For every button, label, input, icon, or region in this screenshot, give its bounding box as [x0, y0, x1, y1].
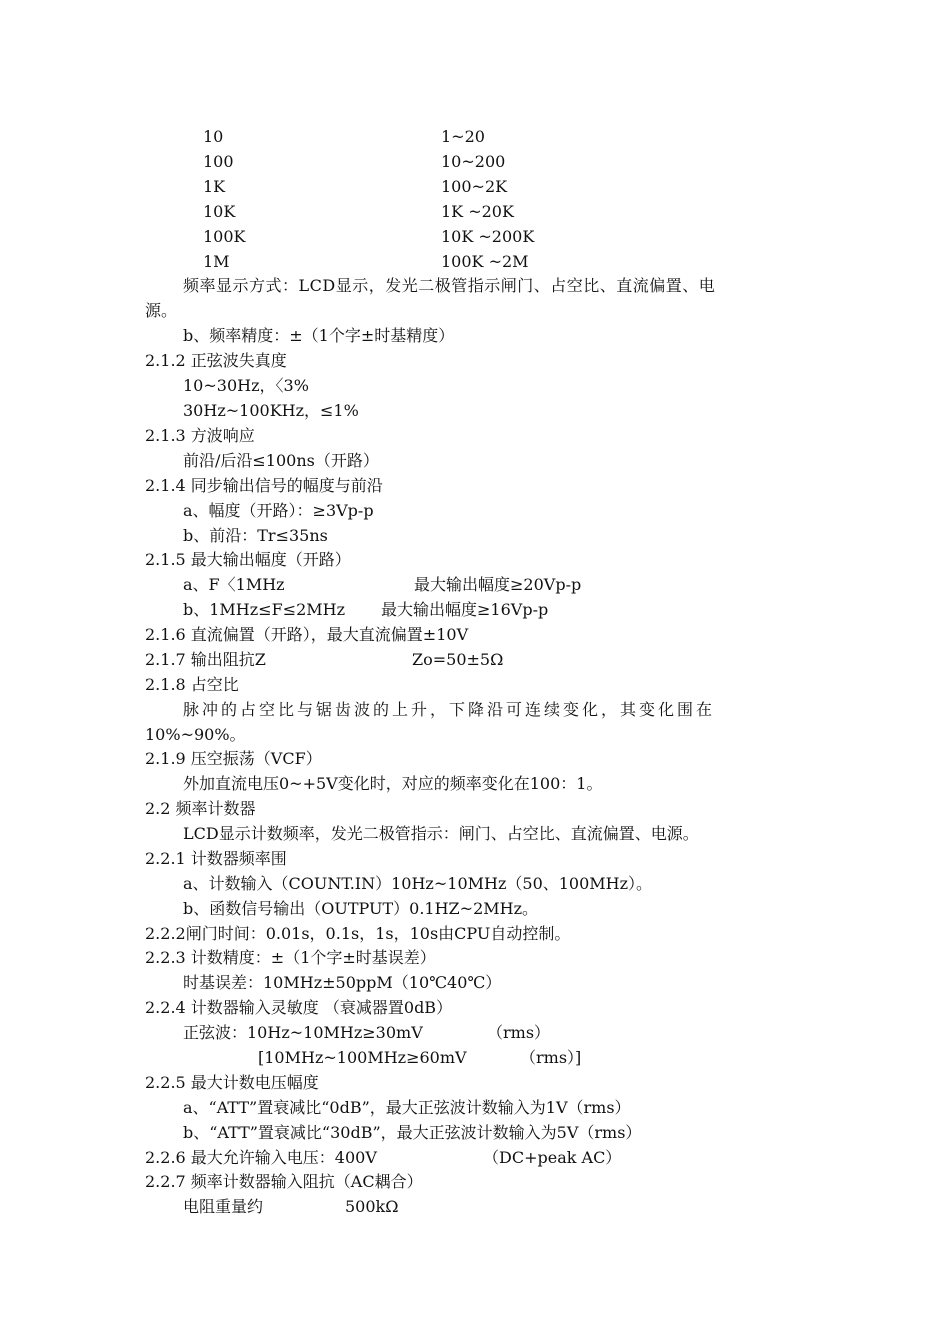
section-heading: 2.2.6 最大允许输入电压：400V: [145, 1148, 377, 1167]
range-table-cell: 1K: [203, 177, 226, 196]
paragraph-value: 最大输出幅度≥20Vp-p: [414, 575, 582, 594]
paragraph-value: （DC+peak AC）: [483, 1148, 622, 1167]
section-heading: 2.1.3 方波响应: [145, 426, 255, 445]
paragraph-line: 前沿/后沿≤100ns（开路）: [183, 451, 379, 470]
section-heading: 2.1.8 占空比: [145, 675, 239, 694]
section-heading: 2.2.5 最大计数电压幅度: [145, 1073, 319, 1092]
range-table-cell: 1M: [203, 252, 230, 271]
section-heading: 2.2.4 计数器输入灵敏度 （衰减器置0dB）: [145, 998, 453, 1017]
range-table-cell: 100K ~2M: [441, 252, 529, 271]
range-table-cell: 1K ~20K: [441, 202, 514, 221]
paragraph-line: 10~30Hz，〈3%: [183, 376, 309, 395]
paragraph-line: a、计数输入（COUNT.IN）10Hz~10MHz（50、100MHz）。: [183, 874, 653, 893]
paragraph-line: b、函数信号输出（OUTPUT）0.1HZ~2MHz。: [183, 899, 539, 918]
paragraph-line: 频率显示方式：LCD显示，发光二极管指示闸门、占空比、直流偏置、电: [183, 276, 716, 295]
section-heading: 2.1.6 直流偏置（开路），最大直流偏置±10V: [145, 625, 469, 644]
paragraph-line: 外加直流电压0~+5V变化时，对应的频率变化在100：1。: [183, 774, 603, 793]
range-table-cell: 10~200: [441, 152, 506, 171]
paragraph-line: a、幅度（开路）：≥3Vp-p: [183, 501, 374, 520]
paragraph-line: b、前沿：Tr≤35ns: [183, 526, 328, 545]
range-table-cell: 10K: [203, 202, 236, 221]
paragraph-value: （rms）]: [520, 1048, 582, 1067]
paragraph-line: a、F〈1MHz: [183, 575, 285, 594]
range-table-cell: 10K ~200K: [441, 227, 535, 246]
range-table-cell: 100: [203, 152, 234, 171]
paragraph-line: b、1MHz≤F≤2MHz: [183, 600, 346, 619]
paragraph-line: b、“ATT”置衰减比“30dB”，最大正弦波计数输入为5V（rms）: [183, 1123, 642, 1142]
section-heading: 2.2.1 计数器频率围: [145, 849, 287, 868]
paragraph-line: 30Hz~100KHz，≤1%: [183, 401, 359, 420]
range-table-cell: 10: [203, 127, 224, 146]
section-heading: 2.2 频率计数器: [145, 799, 256, 818]
paragraph-line: b、频率精度：±（1个字±时基精度）: [183, 326, 455, 345]
paragraph-line: [10MHz~100MHz≥60mV: [258, 1048, 467, 1067]
paragraph-line: 正弦波：10Hz~10MHz≥30mV: [183, 1023, 423, 1042]
paragraph-value: （rms）: [487, 1023, 551, 1042]
paragraph-line: 脉冲的占空比与锯齿波的上升，下降沿可连续变化，其变化围在: [183, 700, 716, 719]
section-heading: 2.2.3 计数精度：±（1个字±时基误差）: [145, 948, 436, 967]
section-heading: 2.2.7 频率计数器输入阻抗（AC耦合）: [145, 1172, 423, 1191]
range-table-cell: 100~2K: [441, 177, 508, 196]
paragraph-value: Zo=50±5Ω: [412, 650, 504, 669]
paragraph-line: 源。: [145, 301, 178, 320]
section-heading: 2.1.5 最大输出幅度（开路）: [145, 550, 351, 569]
range-table-cell: 1~20: [441, 127, 485, 146]
section-heading: 2.2.2闸门时间：0.01s，0.1s，1s，10s由CPU自动控制。: [145, 924, 571, 943]
section-heading: 2.1.9 压空振荡（VCF）: [145, 749, 322, 768]
paragraph-line: 电阻重量约: [183, 1197, 264, 1216]
paragraph-line: 时基误差：10MHz±50ppM（10℃40℃）: [183, 973, 502, 992]
section-heading: 2.1.7 输出阻抗Z: [145, 650, 266, 669]
section-heading: 2.1.4 同步输出信号的幅度与前沿: [145, 476, 383, 495]
range-table-cell: 100K: [203, 227, 246, 246]
paragraph-value: 最大输出幅度≥16Vp-p: [381, 600, 549, 619]
paragraph-line: a、“ATT”置衰减比“0dB”，最大正弦波计数输入为1V（rms）: [183, 1098, 631, 1117]
paragraph-line: LCD显示计数频率，发光二极管指示：闸门、占空比、直流偏置、电源。: [183, 824, 699, 843]
paragraph-value: 500kΩ: [345, 1197, 399, 1216]
section-heading: 2.1.2 正弦波失真度: [145, 351, 287, 370]
paragraph-line: 10%~90%。: [145, 725, 246, 744]
